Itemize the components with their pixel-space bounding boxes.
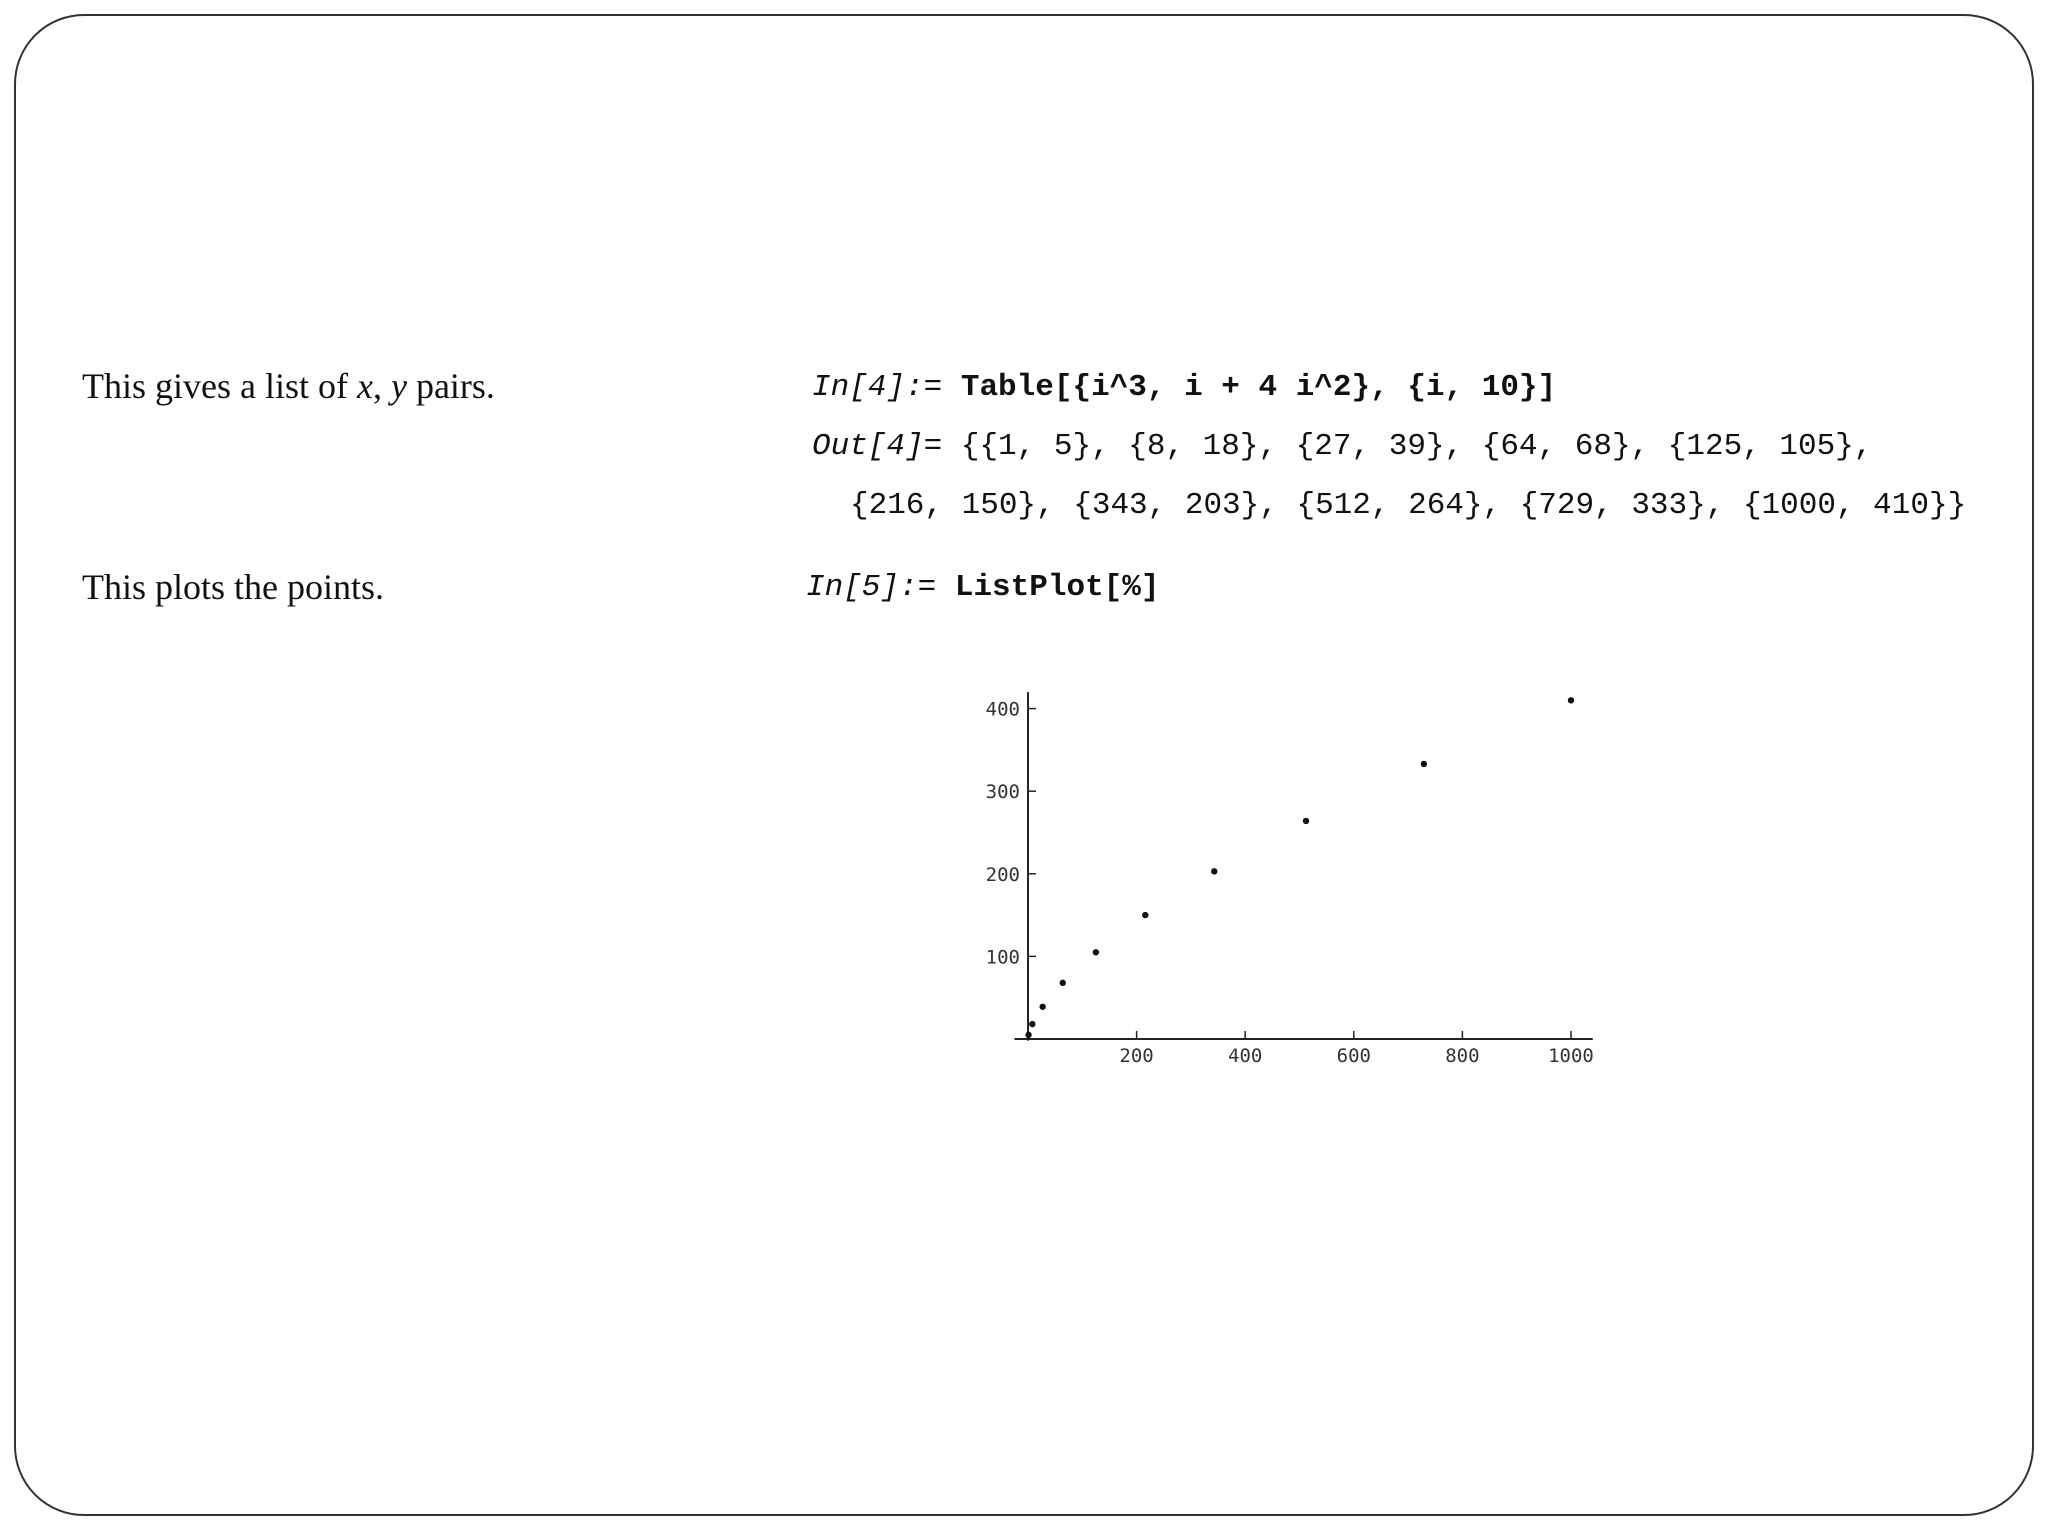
data-point (1025, 1032, 1031, 1038)
y-tick-label: 300 (985, 781, 1020, 804)
data-point (1060, 980, 1066, 986)
data-point (1421, 761, 1427, 767)
pairs-text-prefix: This gives a list of (82, 366, 357, 406)
data-point (1303, 818, 1309, 824)
data-point (1093, 949, 1099, 955)
data-point (1142, 912, 1148, 918)
y-tick-label: 100 (985, 946, 1020, 969)
var-y: y (390, 366, 407, 406)
in4-code: Table[{i^3, i + 4 i^2}, {i, 10}] (960, 370, 1557, 405)
data-point (1029, 1021, 1035, 1027)
data-point (1039, 1004, 1045, 1010)
data-point (1568, 697, 1574, 703)
in5-prompt: In[5]:= (806, 570, 937, 605)
in4-prompt: In[4]:= (812, 370, 943, 405)
pairs-text-suffix: pairs. (406, 366, 495, 406)
plot-description: This plots the points. (82, 567, 385, 607)
out4-prompt: Out[4]= (812, 429, 943, 464)
y-tick-label: 400 (985, 698, 1020, 721)
x-tick-label: 1000 (1548, 1045, 1594, 1067)
data-point (1211, 868, 1217, 874)
x-tick-label: 800 (1445, 1045, 1480, 1067)
pairs-separator: , (372, 366, 391, 406)
var-x: x (356, 366, 373, 406)
x-tick-label: 400 (1228, 1045, 1263, 1067)
out4-line1: {{1, 5}, {8, 18}, {27, 39}, {64, 68}, {125, 105}, (960, 429, 1873, 464)
x-tick-label: 600 (1336, 1045, 1371, 1067)
output-cell-4-continued: {216, 150}, {343, 203}, {512, 264}, {729, 333}, {1000, 410}} (850, 488, 1967, 523)
y-tick-label: 200 (985, 863, 1020, 886)
in5-code: ListPlot[%] (954, 570, 1160, 605)
x-tick-label: 200 (1119, 1045, 1154, 1067)
